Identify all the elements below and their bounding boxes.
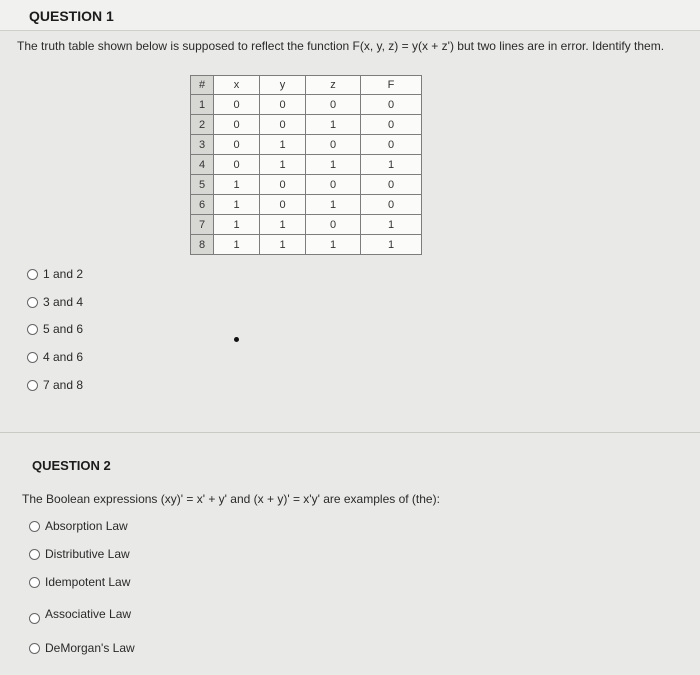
choice-label: Distributive Law	[45, 547, 130, 561]
header-z: z	[306, 76, 361, 95]
row-index: 4	[191, 155, 214, 175]
q2-choice-idempotent-law[interactable]	[29, 575, 130, 589]
cell-x: 1	[214, 175, 260, 195]
cell-f: 1	[361, 155, 422, 175]
q1-choice-1-and-2[interactable]	[27, 267, 83, 281]
radio-button-icon[interactable]	[29, 521, 40, 532]
question-divider	[0, 432, 700, 433]
cell-x: 1	[214, 195, 260, 215]
radio-button-icon[interactable]	[27, 352, 38, 363]
cell-f: 0	[361, 115, 422, 135]
cell-f: 0	[361, 95, 422, 115]
question2-text: The Boolean expressions (xy)' = x' + y' and (x + y)' = x'y' are examples of (the):	[22, 492, 440, 506]
row-index: 1	[191, 95, 214, 115]
choice-label: Associative Law	[45, 606, 132, 621]
radio-button-icon[interactable]	[27, 324, 38, 335]
radio-button-icon[interactable]	[29, 549, 40, 560]
cell-x: 0	[214, 95, 260, 115]
row-index: 2	[191, 115, 214, 135]
cell-z: 1	[306, 195, 361, 215]
question2-title: QUESTION 2	[32, 458, 111, 473]
choice-label: 3 and 4	[43, 295, 84, 309]
cell-z: 0	[306, 135, 361, 155]
table-row	[191, 135, 422, 155]
q2-choice-associative-law[interactable]	[29, 603, 131, 624]
cell-z: 0	[306, 95, 361, 115]
cell-f: 0	[361, 175, 422, 195]
cell-y: 1	[260, 235, 306, 255]
radio-button-icon[interactable]	[29, 613, 40, 624]
row-index: 3	[191, 135, 214, 155]
header-x: x	[214, 76, 260, 95]
choice-label: DeMorgan's Law	[45, 641, 135, 655]
q2-choice-distributive-law[interactable]	[29, 547, 130, 561]
choice-label: 1 and 2	[43, 267, 84, 281]
cell-x: 0	[214, 115, 260, 135]
row-index: 5	[191, 175, 214, 195]
table-row	[191, 115, 422, 135]
cell-f: 0	[361, 135, 422, 155]
cell-f: 0	[361, 195, 422, 215]
cell-y: 1	[260, 155, 306, 175]
cell-f: 1	[361, 215, 422, 235]
cell-y: 0	[260, 175, 306, 195]
cell-z: 0	[306, 175, 361, 195]
cell-z: 1	[306, 155, 361, 175]
table-row	[191, 95, 422, 115]
q2-choice-absorption-law[interactable]	[29, 519, 128, 533]
table-row	[191, 175, 422, 195]
cell-x: 1	[214, 235, 260, 255]
cell-f: 1	[361, 235, 422, 255]
cell-y: 0	[260, 115, 306, 135]
question1-text: The truth table shown below is supposed to reflect the function F(x, y, z) = y(x + z') but two lines are in error. Identify them.	[17, 39, 665, 53]
header-y: y	[260, 76, 306, 95]
cell-y: 0	[260, 95, 306, 115]
radio-button-icon[interactable]	[27, 269, 38, 280]
choice-label: 5 and 6	[43, 322, 84, 336]
truth-table-header-row	[191, 76, 422, 95]
radio-button-icon[interactable]	[29, 577, 40, 588]
q1-choice-7-and-8[interactable]	[27, 378, 83, 392]
header-f: F	[361, 76, 422, 95]
choice-label: Idempotent Law	[45, 575, 131, 589]
cell-z: 1	[306, 115, 361, 135]
table-row	[191, 195, 422, 215]
radio-button-icon[interactable]	[27, 380, 38, 391]
cursor-dot	[234, 337, 239, 342]
cell-z: 0	[306, 215, 361, 235]
cell-y: 1	[260, 215, 306, 235]
cell-x: 0	[214, 155, 260, 175]
header-index: #	[191, 76, 214, 95]
cell-x: 1	[214, 215, 260, 235]
row-index: 7	[191, 215, 214, 235]
choice-label: Absorption Law	[45, 519, 128, 533]
row-index: 6	[191, 195, 214, 215]
table-row	[191, 155, 422, 175]
q1-choice-3-and-4[interactable]	[27, 295, 83, 309]
truth-table	[190, 75, 422, 255]
table-row	[191, 215, 422, 235]
question1-title: QUESTION 1	[29, 8, 114, 24]
cell-y: 1	[260, 135, 306, 155]
table-row	[191, 235, 422, 255]
cell-y: 0	[260, 195, 306, 215]
cell-z: 1	[306, 235, 361, 255]
radio-button-icon[interactable]	[27, 297, 38, 308]
choice-label: 7 and 8	[43, 378, 84, 392]
radio-button-icon[interactable]	[29, 643, 40, 654]
q1-choice-4-and-6[interactable]	[27, 350, 83, 364]
q2-choice-demorgans-law[interactable]	[29, 641, 135, 655]
row-index: 8	[191, 235, 214, 255]
cell-x: 0	[214, 135, 260, 155]
q1-choice-5-and-6[interactable]	[27, 322, 83, 336]
choice-label: 4 and 6	[43, 350, 84, 364]
